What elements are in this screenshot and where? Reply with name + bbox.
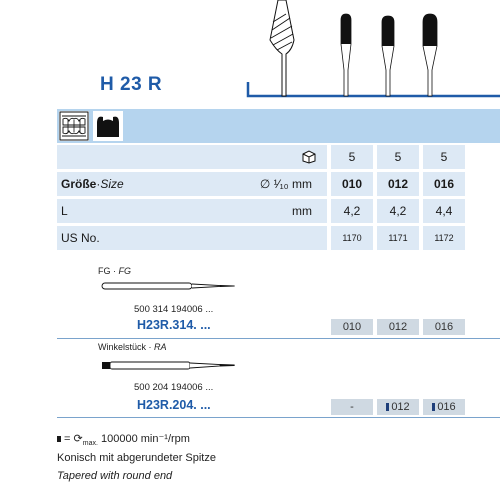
length-label: L (61, 204, 68, 218)
size-unit: ∅ ¹⁄₁₀ mm (259, 177, 312, 191)
usno-label: US No. (61, 231, 100, 245)
usno-012: 1171 (377, 226, 419, 250)
ra-pkg-012: 012 (377, 399, 419, 415)
length-row (57, 199, 500, 223)
fg-pkg-010: 010 (331, 319, 373, 335)
usno-010: 1170 (331, 226, 373, 250)
crown-icon (93, 111, 123, 141)
length-012: 4,2 (377, 199, 419, 223)
bur-silhouette-010 (341, 14, 351, 96)
pack-qty-010: 5 (331, 145, 373, 169)
description-de: Konisch mit abgerundeter Spitze (57, 452, 216, 464)
bur-head-large (270, 0, 294, 96)
usno-016: 1172 (423, 226, 465, 250)
size-label: Größe · Size (61, 177, 124, 191)
size-016: 016 (423, 172, 465, 196)
bur-silhouette-016 (423, 14, 437, 96)
length-016: 4,4 (423, 199, 465, 223)
pack-quantity-row (57, 145, 500, 169)
length-010: 4,2 (331, 199, 373, 223)
application-band (57, 109, 500, 143)
pack-qty-016: 5 (423, 145, 465, 169)
ra-shank-illustration (100, 358, 240, 372)
package-icon (301, 145, 317, 169)
usno-row (57, 226, 500, 250)
length-unit: mm (292, 204, 312, 218)
fg-ref-code: H23R.314. ... (137, 318, 211, 332)
fg-order-code: 500 314 194006 ... (134, 304, 214, 315)
model-title: H 23 R (100, 74, 163, 95)
bur-illustration (240, 0, 500, 100)
rpm-note: = $⟳_{max.}$ 100000 min⁻¹/rpm (57, 432, 190, 447)
speed-mark-icon (432, 403, 435, 411)
description-en: Tapered with round end (57, 470, 173, 482)
size-010: 010 (331, 172, 373, 196)
speed-mark-icon (386, 403, 389, 411)
fg-label: FG · FG (98, 266, 131, 276)
ra-order-code: 500 204 194006 ... (134, 382, 214, 393)
pack-qty-012: 5 (377, 145, 419, 169)
size-row (57, 172, 500, 196)
fg-pkg-012: 012 (377, 319, 419, 335)
ra-label: Winkelstück · RA (98, 342, 167, 352)
ra-pkg-016: 016 (423, 399, 465, 415)
rotation-icon: ⟳ (73, 433, 83, 445)
fg-pkg-016: 016 (423, 319, 465, 335)
teeth-restoration-icon (59, 111, 89, 141)
size-012: 012 (377, 172, 419, 196)
fg-shank-illustration (100, 280, 240, 292)
ra-pkg-010: - (331, 399, 373, 415)
bur-silhouette-012 (382, 16, 394, 96)
ra-ref-code: H23R.204. ... (137, 398, 211, 412)
